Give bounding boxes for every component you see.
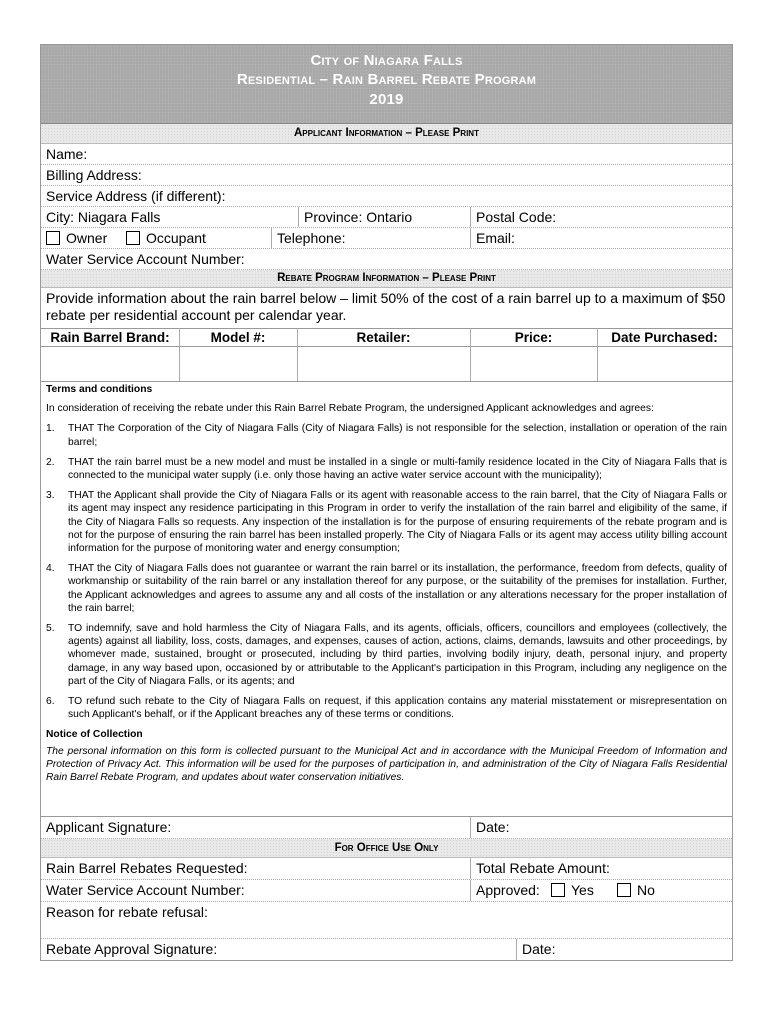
name-row[interactable] xyxy=(41,144,732,165)
yes-label: Yes xyxy=(571,882,594,898)
form-header xyxy=(41,45,732,124)
water-account-label: Water Service Account Number: xyxy=(46,251,245,267)
divider xyxy=(516,939,517,960)
approval-date-label[interactable]: Date: xyxy=(522,941,556,957)
col-price: Price: xyxy=(514,330,553,345)
city-row xyxy=(41,207,732,228)
owner-label: Owner xyxy=(66,230,108,246)
retailer-input[interactable] xyxy=(299,348,468,379)
divider xyxy=(470,858,471,879)
date-purchased-input[interactable] xyxy=(599,348,730,379)
owner-row xyxy=(41,228,732,249)
refusal-row[interactable] xyxy=(41,902,732,939)
divider xyxy=(597,328,598,381)
approved-no-checkbox[interactable] xyxy=(617,882,655,898)
postal-code-label[interactable]: Postal Code: xyxy=(476,209,557,225)
signature-date-label[interactable]: Date: xyxy=(476,819,510,835)
checkbox-icon[interactable] xyxy=(46,231,60,245)
terms-item-text: THAT the Applicant shall provide the City of Niagara Falls or its agent with reasonable access to the rain barrel, that the City of Niagara Falls or its agent may inspect any residence participating in this Program in order to verify the installation of the rain barrel and eligibility of the same, if the City of Niagara Falls so requests. Any inspection of the installation is for the purpose of ensuring requirements of the rebate program and is not for the purpose of ensuring the rain barrel has been installed properly. The City of Niagara Falls or its agent may access utility billing account information for the purpose of monitoring water and energy consumption; xyxy=(68,490,727,555)
rebates-requested-label[interactable]: Rain Barrel Rebates Requested: xyxy=(46,860,248,876)
terms-item-number: 2. xyxy=(46,456,55,468)
terms-section xyxy=(46,383,727,784)
province-label: Province: Ontario xyxy=(304,209,413,225)
terms-item-number: 6. xyxy=(46,696,55,708)
divider xyxy=(179,328,180,381)
occupant-label: Occupant xyxy=(146,230,206,246)
terms-item-number: 5. xyxy=(46,623,55,635)
billing-address-label: Billing Address: xyxy=(46,167,142,183)
refusal-reason-label: Reason for rebate refusal: xyxy=(46,904,208,920)
terms-item-number: 4. xyxy=(46,563,55,575)
terms-item-text: TO refund such rebate to the City of Niagara Falls on request, if this application contains any material misstatement or misrepresentation on such Applicant's behalf, or if the Applicant breaches any of these terms or conditions. xyxy=(68,696,727,721)
col-retailer: Retailer: xyxy=(356,330,411,345)
divider xyxy=(298,207,299,227)
approved-label: Approved: xyxy=(476,882,540,898)
name-label: Name: xyxy=(46,146,88,162)
terms-item-number: 1. xyxy=(46,423,55,435)
approved-yes-checkbox[interactable] xyxy=(551,882,594,898)
checkbox-icon[interactable] xyxy=(551,883,565,897)
service-address-label: Service Address (if different): xyxy=(46,188,226,204)
table-header-border xyxy=(41,346,732,347)
terms-intro: In consideration of receiving the rebate under this Rain Barrel Rebate Program, the undersigned Applicant acknowledges and agrees: xyxy=(46,403,654,415)
office-requested-row xyxy=(41,858,732,880)
brand-input[interactable] xyxy=(43,348,177,379)
terms-item-text: TO indemnify, save and hold harmless the City of Niagara Falls, and its agents, officials, officers, councillors and employees (collectively, the agents) against all liability, loss, costs, damages, and expenses, causes of action, actions, claims, demands, lawsuits and other proceedings, by whomever made, sustained, brought or prosecuted, including by third parties, involving bodily injury, death, personal injury, and property damage, in any way based upon, occasioned by or attributable to the Applicant's participation in this Program, including any negligence on the part of the City of Niagara Falls, or its agents; and xyxy=(68,623,727,687)
col-model: Model #: xyxy=(210,330,266,345)
terms-item-text: THAT the City of Niagara Falls does not guarantee or warrant the rain barrel or its installation, the performance, freedom from defects, quality of workmanship or suitability of the rain barrel or any installation thereof for any purpose, or the suitability of the premises for installation. Further, the Applicant acknowledges and agrees to assume any and all costs of the installation or any alterations necessary for the proper installation of the rain barrel; xyxy=(68,563,727,614)
checkbox-icon[interactable] xyxy=(617,883,631,897)
header-year: 2019 xyxy=(369,91,404,108)
office-band: For Office Use Only xyxy=(41,839,732,858)
owner-checkbox[interactable] xyxy=(46,230,107,246)
applicant-signature-row xyxy=(41,817,732,839)
divider xyxy=(470,228,471,248)
occupant-checkbox[interactable] xyxy=(126,230,206,246)
checkbox-icon[interactable] xyxy=(126,231,140,245)
terms-item-text: THAT the rain barrel must be a new model and must be installed in a single or multi-family residence located in the City of Niagara Falls that is connected to the municipal water supply (i.e. only those having an active water service account with the municipality); xyxy=(68,456,727,482)
terms-item xyxy=(46,562,727,615)
rebate-band: Rebate Program Information – Please Print xyxy=(41,270,732,288)
notice-title: Notice of Collection xyxy=(46,729,143,741)
applicant-band: Applicant Information – Please Print xyxy=(41,124,732,144)
table-top-border xyxy=(41,328,732,329)
divider xyxy=(470,207,471,227)
office-water-row xyxy=(41,880,732,902)
service-row[interactable] xyxy=(41,186,732,207)
terms-item-number: 3. xyxy=(46,490,55,502)
rebate-form xyxy=(40,44,733,961)
telephone-label[interactable]: Telephone: xyxy=(277,230,346,246)
terms-item xyxy=(46,422,727,448)
applicant-signature-label[interactable]: Applicant Signature: xyxy=(46,819,172,835)
approval-signature-row xyxy=(41,939,732,960)
rebate-instructions: Provide information about the rain barrel below – limit 50% of the cost of a rain barrel up to a maximum of $50 rebate per residential account per calendar year. xyxy=(46,290,726,323)
divider xyxy=(470,880,471,901)
divider xyxy=(470,817,471,838)
approval-signature-label[interactable]: Rebate Approval Signature: xyxy=(46,941,218,957)
divider xyxy=(271,228,272,248)
total-rebate-label[interactable]: Total Rebate Amount: xyxy=(476,860,610,876)
notice-text: The personal information on this form is collected pursuant to the Municipal Act and in accordance with the Municipal Freedom of Information and Protection of Privacy Act. This information will be used for the purposes of participation in, and administration of the City of Niagara Falls Residential Rain Barrel Rebate Program, and updates about water conservation initiatives. xyxy=(46,745,727,784)
col-brand: Rain Barrel Brand: xyxy=(50,330,170,345)
office-water-account-label[interactable]: Water Service Account Number: xyxy=(46,882,245,898)
terms-item xyxy=(46,456,727,482)
price-input[interactable] xyxy=(472,348,595,379)
header-program: Residential – Rain Barrel Rebate Program xyxy=(236,71,537,88)
terms-item xyxy=(46,695,727,721)
model-input[interactable] xyxy=(181,348,295,379)
divider xyxy=(297,328,298,381)
header-city: City of Niagara Falls xyxy=(310,52,463,69)
terms-item-text: THAT The Corporation of the City of Niagara Falls (City of Niagara Falls) is not responsible for the selection, installation or operation of the rain barrel; xyxy=(68,423,727,448)
city-label: City: Niagara Falls xyxy=(46,209,161,225)
terms-item xyxy=(46,622,727,688)
water-account-row[interactable] xyxy=(41,249,732,270)
terms-title: Terms and conditions xyxy=(46,384,153,395)
table-bottom-border xyxy=(41,381,732,382)
terms-item xyxy=(46,489,727,555)
billing-row[interactable] xyxy=(41,165,732,186)
col-date-purchased: Date Purchased: xyxy=(611,330,718,345)
no-label: No xyxy=(637,882,655,898)
divider xyxy=(470,328,471,381)
email-label[interactable]: Email: xyxy=(476,230,515,246)
